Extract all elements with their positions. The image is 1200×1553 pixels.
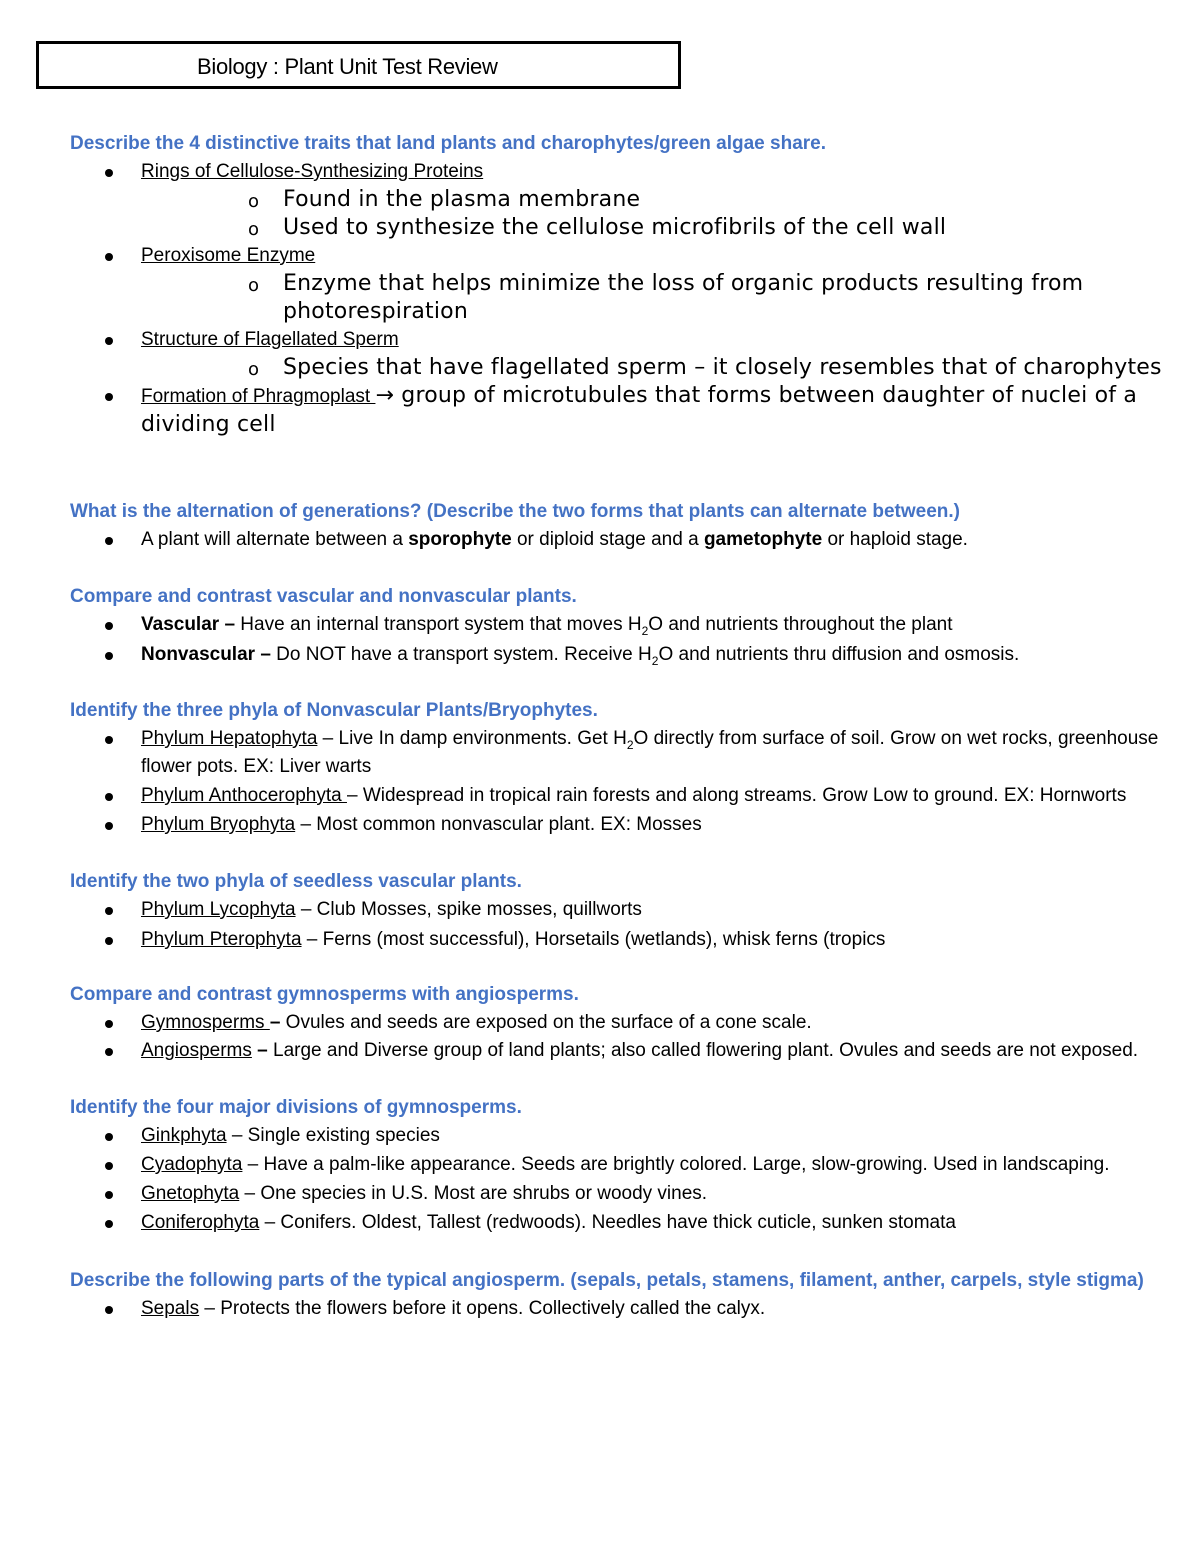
term: Peroxisome Enzyme: [141, 245, 316, 266]
list-item: [70, 326, 1170, 382]
term: Phylum Bryophyta: [141, 814, 296, 835]
term: Cyadophyta: [141, 1154, 243, 1175]
item-text: group of microtubules that forms between daughter of nuclei of a dividing cell: [141, 383, 1138, 437]
term: Structure of Flagellated Sperm: [141, 329, 399, 350]
bullet-icon: [105, 337, 113, 345]
item-text: O directly from surface of soil. Grow on wet rocks, greenhouse flower pots. EX: Liver warts: [141, 728, 1159, 777]
term: Phylum Pterophyta: [141, 929, 302, 950]
arrow-icon: →: [375, 383, 395, 408]
dash: –: [251, 1040, 268, 1061]
list-item: [70, 1209, 1170, 1237]
section-nonvascular-phyla: [70, 697, 1170, 839]
item-text: – Widespread in tropical rain forests and along streams. Grow Low to ground. EX: Hornworts: [346, 785, 1127, 806]
question-vascular: Compare and contrast vascular and nonvascular plants.: [70, 586, 577, 607]
item-text: Have an internal transport system that moves H: [235, 614, 642, 635]
item-text: O and nutrients throughout the plant: [648, 614, 953, 635]
term: Formation of Phragmoplast: [141, 386, 376, 407]
bullet-icon: [105, 253, 113, 261]
item-text: – Ferns (most successful), Horsetails (wetlands), whisk ferns (tropics: [301, 929, 886, 950]
list-item: [70, 1295, 1170, 1323]
item-text: or haploid stage.: [822, 529, 968, 550]
term: Phylum Anthocerophyta: [141, 785, 347, 806]
list-item: [70, 641, 1170, 669]
circle-bullet-icon: o: [248, 359, 260, 380]
section-seedless: [70, 868, 1170, 954]
item-text: – Have a palm-like appearance. Seeds are brightly colored. Large, slow-growing. Used in landscaping.: [242, 1154, 1110, 1175]
term: Phylum Hepatophyta: [141, 728, 318, 749]
bullet-icon: [105, 537, 113, 545]
term: Gymnosperms: [141, 1012, 270, 1033]
sub-text: Used to synthesize the cellulose microfibrils of the cell wall: [283, 215, 947, 240]
bullet-icon: [105, 937, 113, 945]
term-bold: sporophyte: [408, 529, 512, 550]
item-text: Ovules and seeds are exposed on the surface of a cone scale.: [280, 1012, 812, 1033]
bullet-icon: [105, 652, 113, 660]
item-text: – Single existing species: [226, 1125, 440, 1146]
item-text: – Live In damp environments. Get H: [317, 728, 627, 749]
term: Ginkphyta: [141, 1125, 227, 1146]
item-text: Large and Diverse group of land plants; also called flowering plant. Ovules and seeds are not exposed.: [267, 1040, 1139, 1061]
section-vascular: [70, 583, 1170, 669]
document-body: [70, 130, 1170, 1323]
item-text: – Conifers. Oldest, Tallest (redwoods). Needles have thick cuticle, sunken stomata: [259, 1212, 956, 1233]
list-item: [70, 611, 1170, 639]
section-generations: [70, 498, 1170, 554]
list-item: [70, 1009, 1170, 1037]
list-item: [70, 526, 1170, 554]
bullet-icon: [105, 822, 113, 830]
page-title: Biology : Plant Unit Test Review: [197, 54, 498, 79]
list-item: [70, 158, 1170, 242]
term-bold: Nonvascular –: [141, 644, 271, 665]
item-text: – Protects the flowers before it opens. Collectively called the calyx.: [199, 1298, 766, 1319]
term: Gnetophyta: [141, 1183, 240, 1204]
circle-bullet-icon: o: [248, 219, 260, 240]
sub-text: Enzyme that helps minimize the loss of organic products resulting from photorespiration: [283, 271, 1084, 324]
subscript: 2: [626, 737, 634, 752]
bullet-icon: [105, 169, 113, 177]
section-angiosperm-parts: [70, 1266, 1170, 1323]
item-text: – One species in U.S. Most are shrubs or woody vines.: [239, 1183, 708, 1204]
bullet-icon: [105, 622, 113, 630]
bullet-icon: [105, 393, 113, 401]
title-box: [36, 41, 681, 89]
bullet-icon: [105, 1162, 113, 1170]
question-generations: What is the alternation of generations? (Describe the two forms that plants can alternate between.): [70, 501, 960, 522]
list-item: [70, 1180, 1170, 1208]
question-nonvascular-phyla: Identify the three phyla of Nonvascular Plants/Bryophytes.: [70, 700, 598, 721]
bullet-icon: [105, 1048, 113, 1056]
list-item: [70, 242, 1170, 326]
question-seedless: Identify the two phyla of seedless vascular plants.: [70, 871, 522, 892]
item-text: – Most common nonvascular plant. EX: Mosses: [295, 814, 702, 835]
list-item: [70, 382, 1170, 440]
item-text: O and nutrients thru diffusion and osmosis.: [658, 644, 1020, 665]
bullet-icon: [105, 1191, 113, 1199]
bullet-icon: [105, 1220, 113, 1228]
question-gymno-angio: Compare and contrast gymnosperms with angiosperms.: [70, 984, 579, 1005]
bullet-icon: [105, 1306, 113, 1314]
list-item: [70, 1122, 1170, 1150]
question-gymno-divisions: Identify the four major divisions of gymnosperms.: [70, 1097, 522, 1118]
term: Phylum Lycophyta: [141, 899, 296, 920]
bullet-icon: [105, 736, 113, 744]
section-gymno-angio: [70, 981, 1170, 1065]
term-bold: gametophyte: [703, 529, 823, 550]
bullet-icon: [105, 907, 113, 915]
subscript: 2: [651, 653, 659, 668]
sub-item: [141, 354, 1170, 382]
item-text: A plant will alternate between a: [141, 529, 409, 550]
item-text: or diploid stage and a: [511, 529, 704, 550]
term: Sepals: [141, 1298, 200, 1319]
question-traits: Describe the 4 distinctive traits that land plants and charophytes/green algae share.: [70, 133, 827, 154]
item-text: Do NOT have a transport system. Receive H: [270, 644, 652, 665]
term-bold: Vascular –: [141, 614, 236, 635]
sub-item: [141, 214, 1170, 242]
list-item: [70, 896, 1170, 924]
item-text: – Club Mosses, spike mosses, quillworts: [295, 899, 642, 920]
sub-item: [141, 186, 1170, 214]
list-item: [70, 725, 1170, 781]
question-angiosperm-parts: Describe the following parts of the typical angiosperm. (sepals, petals, stamens, filament, anther, carpels, style stigma): [70, 1270, 1144, 1291]
term: Coniferophyta: [141, 1212, 260, 1233]
sub-text: Found in the plasma membrane: [283, 187, 641, 212]
list-item: [70, 811, 1170, 839]
circle-bullet-icon: o: [248, 191, 260, 212]
section-traits: [70, 130, 1170, 440]
dash: –: [269, 1012, 281, 1033]
term: Rings of Cellulose-Synthesizing Proteins: [141, 161, 484, 182]
circle-bullet-icon: o: [248, 275, 260, 296]
list-item: [70, 1037, 1170, 1065]
list-item: [70, 926, 1170, 954]
bullet-icon: [105, 793, 113, 801]
list-item: [70, 1151, 1170, 1179]
sub-item: [141, 270, 1170, 326]
bullet-icon: [105, 1133, 113, 1141]
subscript: 2: [641, 623, 649, 638]
term: Angiosperms: [141, 1040, 252, 1061]
section-gymno-divisions: [70, 1094, 1170, 1237]
list-item: [70, 782, 1170, 810]
bullet-icon: [105, 1020, 113, 1028]
sub-text: Species that have flagellated sperm – it closely resembles that of charophytes: [283, 355, 1162, 380]
